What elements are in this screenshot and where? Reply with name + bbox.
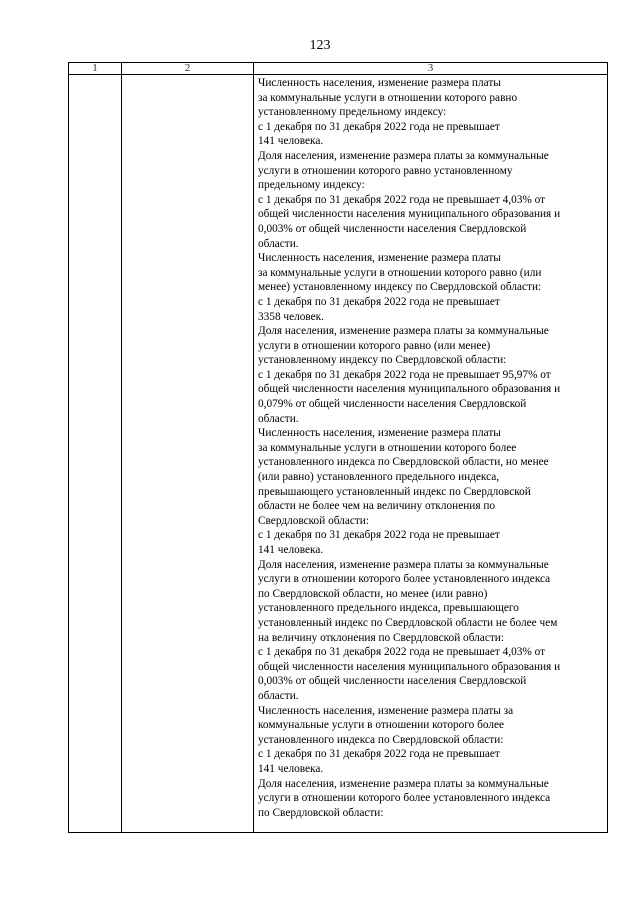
column-header-1: 1 bbox=[69, 63, 122, 75]
text-line: установленного индекса по Свердловской области: bbox=[258, 733, 504, 746]
text-line: по Свердловской области, но менее (или равно) bbox=[258, 587, 488, 600]
text-line: Численность населения, изменение размера платы bbox=[258, 252, 501, 265]
text-line: с 1 декабря по 31 декабря 2022 года не превышает 95,97% от bbox=[258, 368, 551, 381]
text-line: за коммунальные услуги в отношении которого более bbox=[258, 441, 517, 454]
text-line: предельному индексу: bbox=[258, 179, 365, 192]
text-line: с 1 декабря по 31 декабря 2022 года не превышает bbox=[258, 120, 500, 133]
text-line: Доля населения, изменение размера платы за коммунальные bbox=[258, 149, 549, 162]
text-line: превышающего установленный индекс по Свердловской bbox=[258, 485, 531, 498]
text-line: установленному индексу по Свердловской области: bbox=[258, 354, 507, 367]
text-line: 3358 человек. bbox=[258, 310, 324, 323]
column-header-3: 3 bbox=[254, 63, 608, 75]
text-line: с 1 декабря по 31 декабря 2022 года не превышает bbox=[258, 529, 500, 542]
text-line: услуги в отношении которого более установленного индекса bbox=[258, 573, 551, 586]
text-line: за коммунальные услуги в отношении которого равно (или bbox=[258, 266, 542, 279]
table-header bbox=[69, 63, 608, 75]
text-line: установленному предельному индексу: bbox=[258, 106, 447, 119]
text-line: Доля населения, изменение размера платы за коммунальные bbox=[258, 777, 549, 790]
text-line: установленного индекса по Свердловской области, но менее bbox=[258, 456, 549, 469]
document-table bbox=[68, 62, 608, 833]
text-line: с 1 декабря по 31 декабря 2022 года не превышает bbox=[258, 748, 500, 761]
text-line: общей численности населения муниципального образования и bbox=[258, 208, 561, 221]
text-line: общей численности населения муниципального образования и bbox=[258, 383, 561, 396]
text-line: с 1 декабря по 31 декабря 2022 года не превышает bbox=[258, 295, 500, 308]
text-line: (или равно) установленного предельного индекса, bbox=[258, 471, 500, 484]
text-line: менее) установленному индексу по Свердловской области: bbox=[258, 281, 542, 294]
text-line: области. bbox=[258, 237, 299, 250]
text-line: Свердловской области: bbox=[258, 514, 369, 527]
text-line: Численность населения, изменение размера платы за bbox=[258, 704, 514, 717]
text-line: установленный индекс по Свердловской области не более чем bbox=[258, 616, 558, 629]
table-cell-col2 bbox=[122, 75, 254, 833]
cell-text-block bbox=[254, 75, 607, 832]
text-line: 0,003% от общей численности населения Свердловской bbox=[258, 222, 527, 235]
text-line: 0,003% от общей численности населения Свердловской bbox=[258, 675, 527, 688]
text-line: Доля населения, изменение размера платы за коммунальные bbox=[258, 558, 549, 571]
text-line: Численность населения, изменение размера платы bbox=[258, 427, 501, 440]
text-line: области не более чем на величину отклонения по bbox=[258, 500, 496, 513]
table-row bbox=[69, 75, 608, 833]
text-line: 0,079% от общей численности населения Свердловской bbox=[258, 398, 527, 411]
text-line: с 1 декабря по 31 декабря 2022 года не превышает 4,03% от bbox=[258, 193, 546, 206]
text-line: услуги в отношении которого более установленного индекса bbox=[258, 792, 551, 805]
column-header-2: 2 bbox=[122, 63, 254, 75]
text-line: за коммунальные услуги в отношении которого равно bbox=[258, 91, 518, 104]
table-cell-col3 bbox=[254, 75, 608, 833]
text-line: установленного предельного индекса, превышающего bbox=[258, 602, 519, 615]
text-line: 141 человека. bbox=[258, 544, 324, 556]
text-line: 141 человека. bbox=[258, 135, 324, 148]
text-line: области. bbox=[258, 689, 299, 702]
text-line: 141 человека. bbox=[258, 762, 324, 775]
text-line: коммунальные услуги в отношении которого более bbox=[258, 719, 505, 732]
text-line: Численность населения, изменение размера платы bbox=[258, 77, 501, 89]
text-line: на величину отклонения по Свердловской области: bbox=[258, 631, 504, 644]
text-line: услуги в отношении которого равно (или менее) bbox=[258, 339, 491, 352]
text-line: с 1 декабря по 31 декабря 2022 года не превышает 4,03% от bbox=[258, 646, 546, 659]
text-line: по Свердловской области: bbox=[258, 806, 384, 819]
table-header-row bbox=[69, 63, 608, 75]
text-line: услуги в отношении которого равно установленному bbox=[258, 164, 513, 177]
page-number: 123 bbox=[309, 38, 331, 53]
text-line: общей численности населения муниципального образования и bbox=[258, 660, 561, 673]
text-line: Доля населения, изменение размера платы за коммунальные bbox=[258, 325, 549, 338]
text-line: области. bbox=[258, 412, 299, 425]
table-cell-col1 bbox=[69, 75, 122, 833]
